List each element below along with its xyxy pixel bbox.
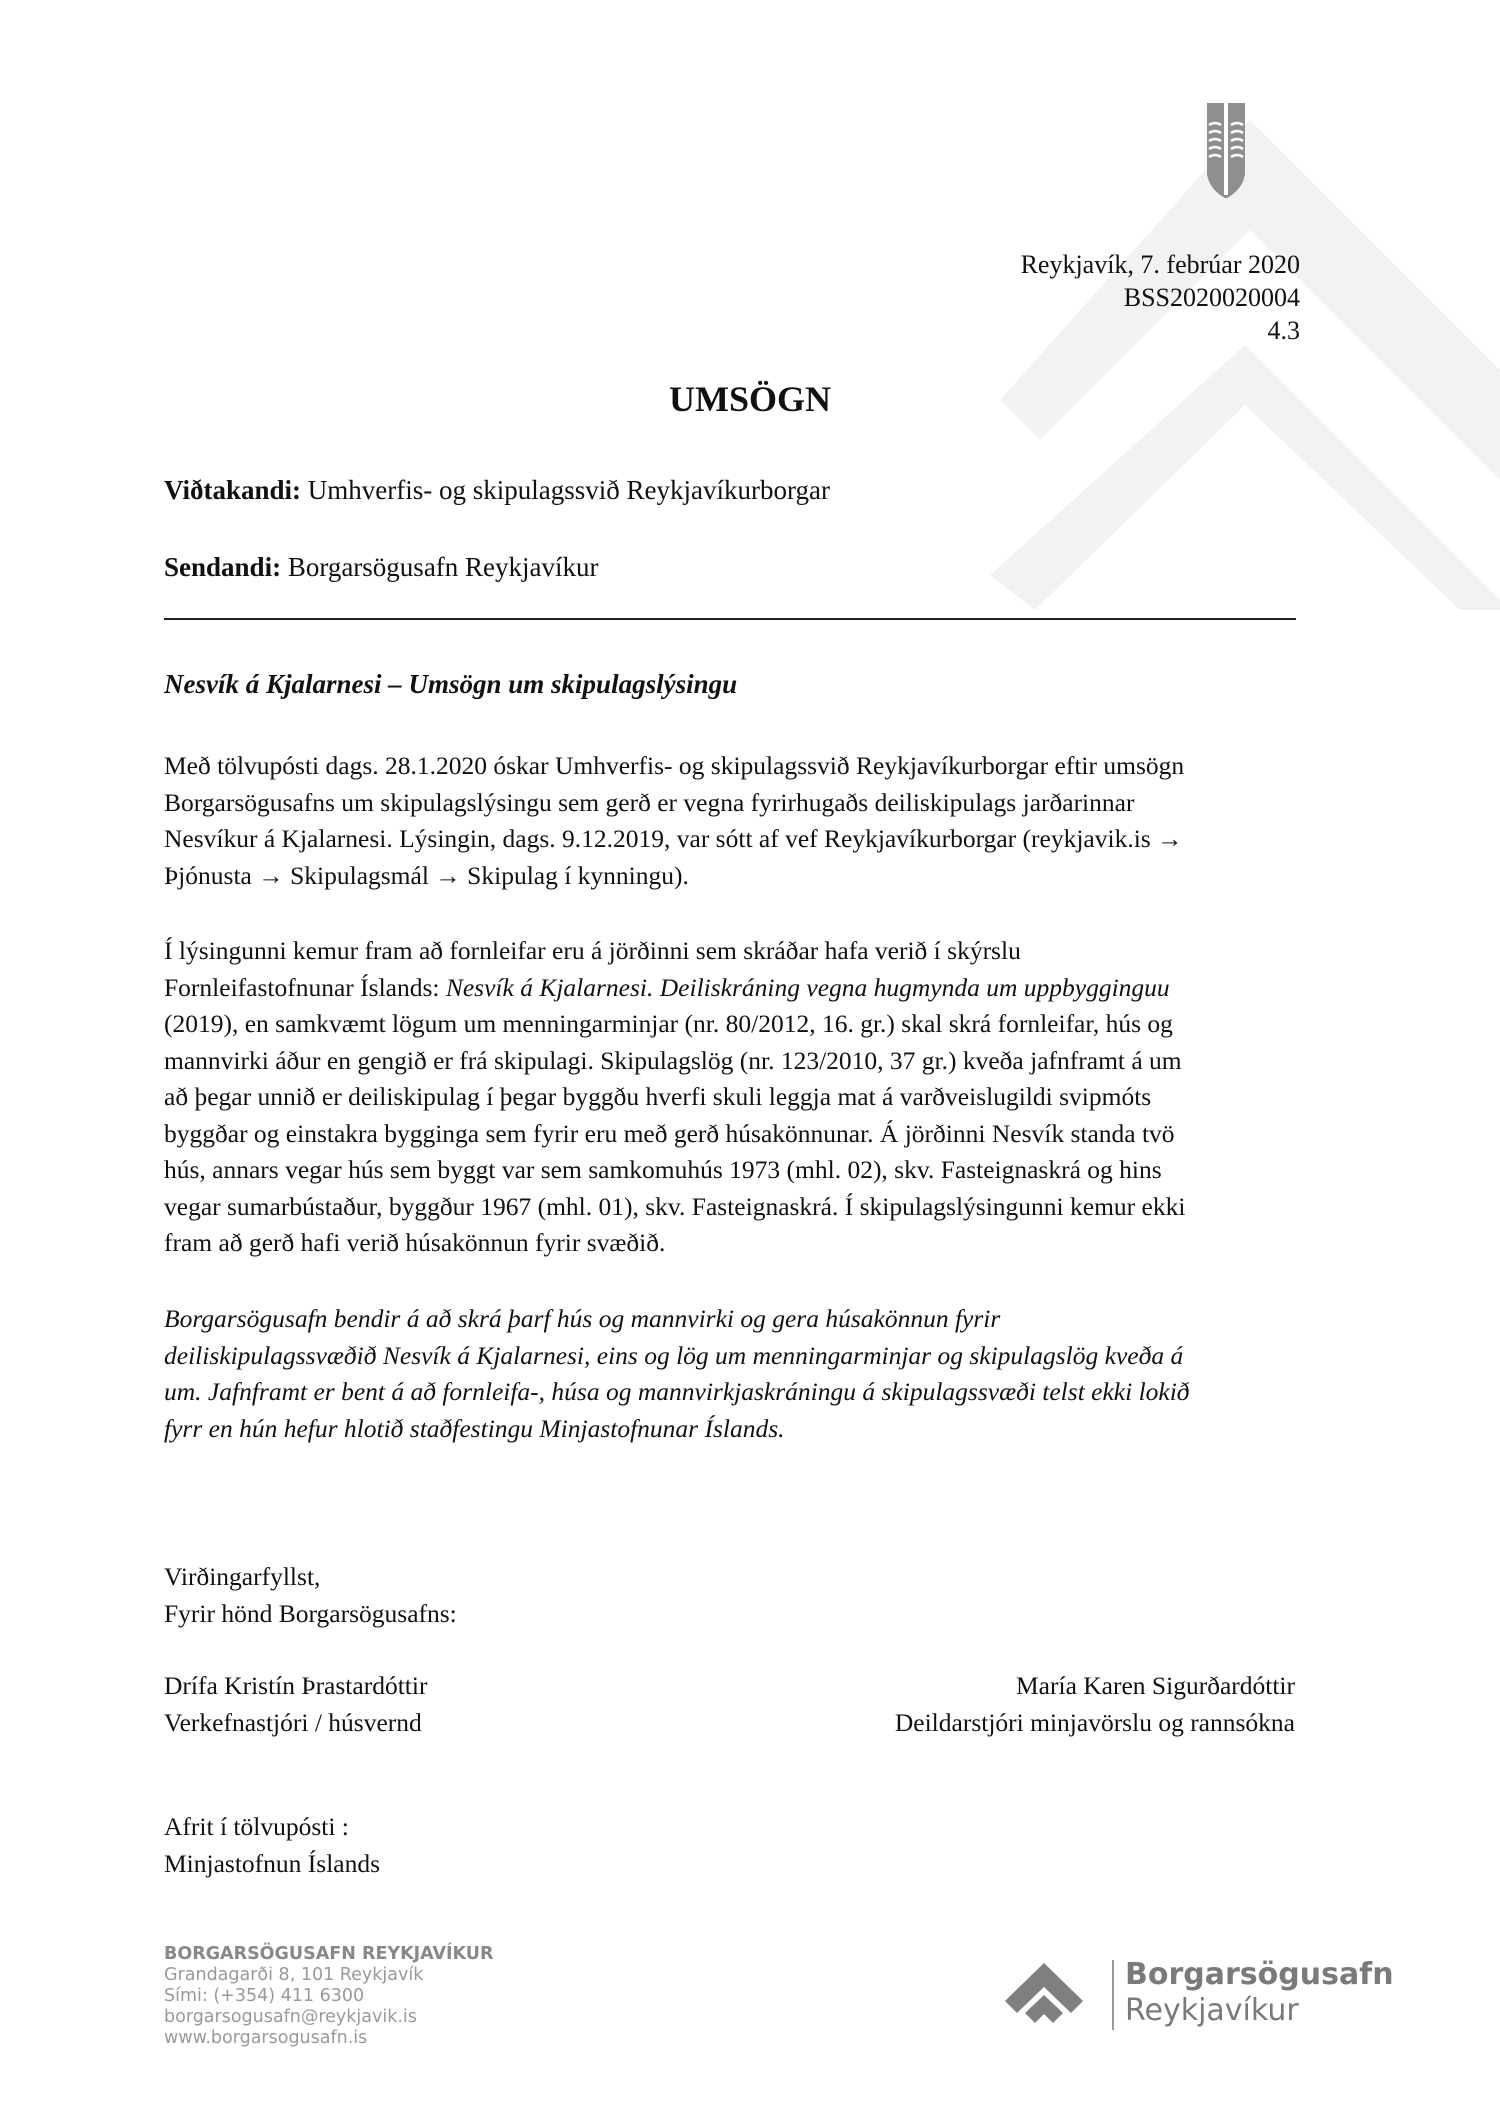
recipient-label: Viðtakandi: (164, 475, 302, 505)
closing-on-behalf: Fyrir hönd Borgarsögusafns: (164, 1599, 457, 1628)
report-publisher: Fornleifastofnunar Íslands: (164, 972, 446, 1002)
reykjavik-crest-icon (1207, 103, 1245, 198)
document-title: UMSÖGN (669, 379, 831, 419)
paragraph-line: fram að gerð hafi verið húsakönnun fyrir svæðið. (164, 1228, 666, 1257)
paragraph-line: mannvirki áður en gengið er frá skipulagi. Skipulagslög (nr. 123/2010, 37 gr.) kveða jafnframt á um (164, 1045, 1182, 1075)
signatory-right (895, 1667, 1295, 1741)
paragraph-line: Borgarsögusafn bendir á að skrá þarf hús og mannvirki og gera húsakönnun fyrir (164, 1304, 1001, 1333)
paragraph-line: Borgarsögusafns um skipulagslýsingu sem gerð er vegna fyrirhugaðs deiliskipulags jarðarinnar (164, 787, 1135, 817)
recipient-line (164, 475, 830, 506)
signatory-role: Verkefnastjóri / húsvernd (164, 1708, 422, 1737)
paragraph-line: (2019), en samkvæmt lögum um menningarminjar (nr. 80/2012, 16. gr.) skal skrá fornleifar, hús og (164, 1009, 1173, 1038)
paragraph-line: deiliskipulagssvæðið Nesvík á Kjalarnesi, eins og lög um menningarminjar og skipulagslög kveða á (164, 1340, 1184, 1370)
recipient-value: Umhverfis- og skipulagssvið Reykjavíkurborgar (307, 475, 830, 505)
paragraph-line: Nesvíkur á Kjalarnesi. Lýsingin, dags. 9.12.2019, var sótt af vef Reykjavíkurborgar (reykjavik.is → (164, 824, 1183, 853)
borgarsogusafn-logo-icon (1005, 1963, 1083, 2023)
paragraph-line: Í lýsingunni kemur fram að fornleifar eru á jörðinni sem skráðar hafa verið í skýrslu (164, 936, 1021, 965)
copy-to (164, 1808, 380, 1882)
logo-line-1: Borgarsögusafn (1125, 1957, 1394, 1992)
paragraph-line: fyrr en hún hefur hlotið staðfestingu Minjastofnunar Íslands. (164, 1413, 785, 1443)
paragraph-line: um. Jafnframt er bent á að fornleifa-, húsa og mannvirkjaskráningu á skipulagssvæði telst ekki lokið (164, 1377, 1190, 1406)
footer-web: www.borgarsogusafn.is (164, 2028, 368, 2048)
logo-wordmark (1125, 1957, 1394, 2029)
paragraph-2 (164, 933, 1304, 1262)
paragraph-line: að þegar unnið er deiliskipulag í þegar byggðu hverfi skuli leggja mat á varðveislugildi svipmóts (164, 1082, 1152, 1111)
report-title: Nesvík á Kjalarnesi. Deiliskráning vegna hugmynda um uppbygginguu (445, 972, 1170, 1002)
signatory-left (164, 1667, 427, 1741)
footer-org: BORGARSÖGUSAFN REYKJAVÍKUR (164, 1944, 494, 1964)
divider (164, 618, 1296, 620)
header-info (900, 248, 1300, 347)
footer-phone: Sími: (+354) 411 6300 (164, 1986, 365, 2006)
logo-line-2: Reykjavíkur (1125, 1993, 1299, 2028)
paragraph-3-conclusion (164, 1301, 1304, 1447)
paragraph-line: hús, annars vegar hús sem byggt var sem samkomuhús 1973 (mhl. 02), skv. Fasteignaskrá og hins (164, 1155, 1162, 1184)
paragraph-line (164, 970, 1304, 1007)
copy-recipient: Minjastofnun Íslands (164, 1849, 381, 1878)
signatory-name: Drífa Kristín Þrastardóttir (164, 1671, 428, 1700)
document-code: 4.3 (1267, 316, 1300, 345)
copy-label: Afrit í tölvupósti : (164, 1812, 349, 1841)
paragraph-line: vegar sumarbústaður, byggður 1967 (mhl. 01), skv. Fasteignaskrá. Í skipulagslýsingunni kemur ekki (164, 1191, 1186, 1221)
closing-salutation: Virðingarfyllst, (164, 1562, 321, 1591)
signatory-name: María Karen Sigurðardóttir (1016, 1671, 1295, 1700)
sender-label: Sendandi: (164, 552, 282, 582)
logo-divider (1112, 1960, 1114, 2030)
sender-line (164, 552, 599, 583)
sender-value: Borgarsögusafn Reykjavíkur (287, 552, 599, 582)
signatory-role: Deildarstjóri minjavörslu og rannsókna (894, 1708, 1295, 1737)
footer-email: borgarsogusafn@reykjavik.is (164, 2007, 417, 2027)
paragraph-line: Þjónusta → Skipulagsmál → Skipulag í kynningu). (164, 860, 689, 890)
closing (164, 1558, 457, 1632)
paragraph-line: Með tölvupósti dags. 28.1.2020 óskar Umhverfis- og skipulagssvið Reykjavíkurborgar eftir umsögn (164, 751, 1185, 780)
paragraph-line: byggðar og einstakra bygginga sem fyrir eru með gerð húsakönnunar. Á jörðinni Nesvík standa tvö (164, 1118, 1175, 1148)
footer-address: Grandagarði 8, 101 Reykjavík (164, 1965, 424, 1985)
paragraph-1 (164, 748, 1304, 894)
place-date: Reykjavík, 7. febrúar 2020 (1020, 250, 1300, 279)
reference-number: BSS2020020004 (1123, 283, 1300, 312)
footer-contact (164, 1944, 494, 2049)
subject-heading: Nesvík á Kjalarnesi – Umsögn um skipulagslýsingu (164, 669, 738, 699)
